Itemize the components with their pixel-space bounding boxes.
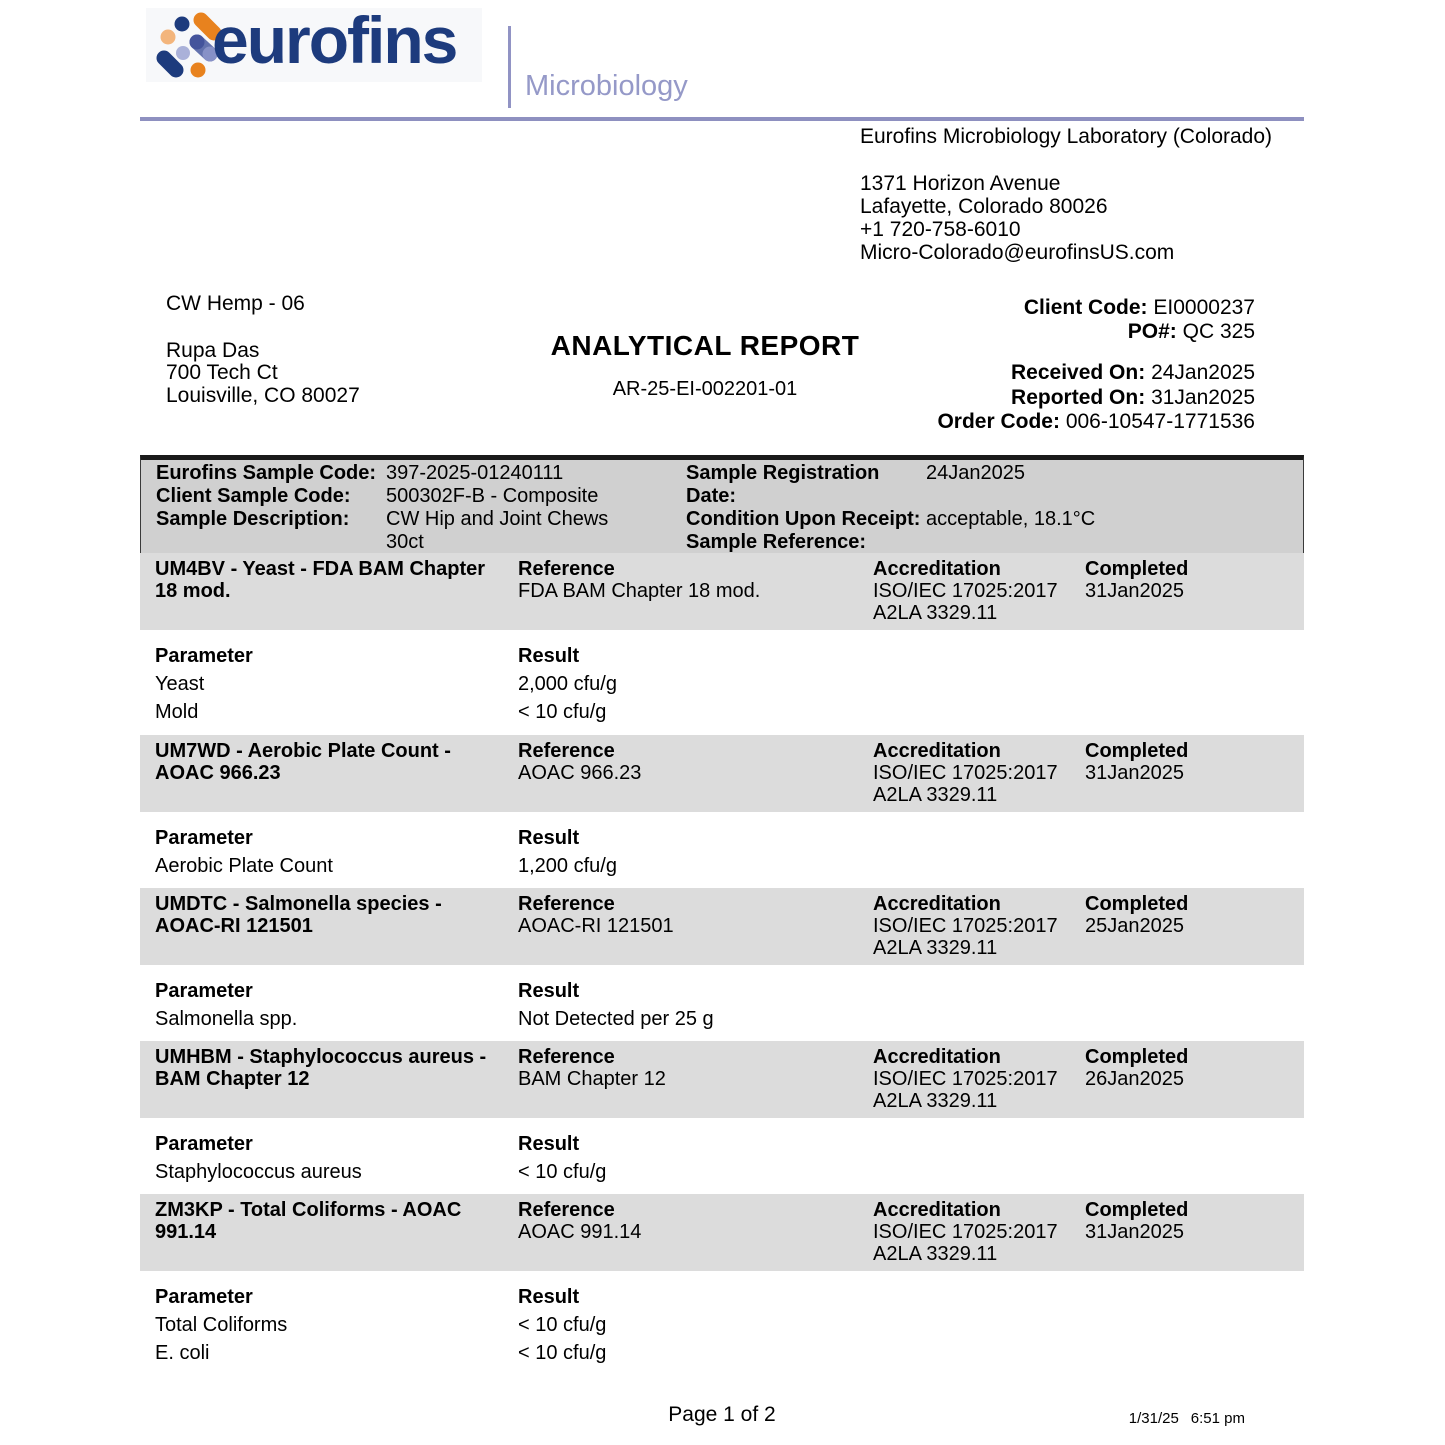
- test-title: UM7WD - Aerobic Plate Count - AOAC 966.23: [155, 740, 451, 784]
- print-time: 6:51 pm: [1190, 1410, 1245, 1427]
- eurofins-wordmark: eurofins: [212, 3, 457, 77]
- sample-info-left: [141, 462, 686, 554]
- reference-header: Reference: [518, 893, 615, 915]
- lab-phone: +1 720-758-6010: [860, 218, 1021, 241]
- section-header: [140, 1194, 1304, 1271]
- accreditation-header: Accreditation: [873, 558, 1001, 580]
- result-value: Not Detected per 25 g: [518, 1008, 714, 1030]
- param-result-header: [140, 1283, 1304, 1311]
- client-contact: Rupa Das: [166, 338, 260, 362]
- completed-header: Completed: [1085, 1046, 1189, 1068]
- po-value: QC 325: [1182, 319, 1255, 343]
- sample-reference-value: [926, 531, 1303, 554]
- result-header: Result: [518, 827, 580, 849]
- section-body: [140, 1283, 1304, 1367]
- header-rule: [140, 117, 1304, 121]
- accreditation-line2: A2LA 3329.11: [873, 937, 998, 959]
- result-value: < 10 cfu/g: [518, 1314, 607, 1336]
- test-section-umhbm: [140, 1041, 1304, 1186]
- reference-header: Reference: [518, 740, 615, 762]
- accreditation-cell: [873, 1199, 1085, 1265]
- reference-cell: [518, 1046, 873, 1112]
- test-sections: [140, 553, 1304, 1383]
- reference-header: Reference: [518, 1046, 615, 1068]
- accreditation-line2: A2LA 3329.11: [873, 1090, 998, 1112]
- test-section-um4bv: [140, 553, 1304, 726]
- reference-cell: [518, 740, 873, 806]
- completed-value: 31Jan2025: [1085, 580, 1184, 602]
- order-code-value: 006-10547-1771536: [1065, 410, 1255, 433]
- parameter-value: Total Coliforms: [155, 1314, 288, 1336]
- received-line: [845, 361, 1255, 386]
- accreditation-cell: [873, 893, 1085, 959]
- reference-cell: [518, 893, 873, 959]
- parameter-header: Parameter: [155, 980, 253, 1002]
- section-body: [140, 977, 1304, 1033]
- section-body: [140, 824, 1304, 880]
- parameter-value: Salmonella spp.: [155, 1008, 298, 1030]
- table-row: [140, 1339, 1304, 1367]
- completed-cell: [1085, 893, 1304, 959]
- test-section-um7wd: [140, 735, 1304, 880]
- completed-header: Completed: [1085, 558, 1189, 580]
- reference-value: AOAC 991.14: [518, 1221, 642, 1243]
- received-value: 24Jan2025: [1151, 361, 1255, 384]
- test-section-umdtc: [140, 888, 1304, 1033]
- param-result-header: [140, 1130, 1304, 1158]
- accreditation-header: Accreditation: [873, 740, 1001, 762]
- result-header: Result: [518, 1133, 580, 1155]
- completed-value: 31Jan2025: [1085, 1221, 1184, 1243]
- order-code-label: Order Code:: [937, 410, 1060, 433]
- lab-email: Micro-Colorado@eurofinsUS.com: [860, 241, 1175, 264]
- page-indicator: Page 1 of 2: [668, 1403, 776, 1426]
- brand-divider: [508, 26, 511, 108]
- accreditation-line1: ISO/IEC 17025:2017: [873, 762, 1058, 784]
- accreditation-line2: A2LA 3329.11: [873, 784, 998, 806]
- table-row: [140, 1311, 1304, 1339]
- sample-description-value: CW Hip and Joint Chews 30ct: [386, 508, 609, 553]
- brand-division-label: Microbiology: [525, 70, 688, 102]
- section-header: [140, 735, 1304, 812]
- client-code-value: EI0000237: [1153, 296, 1255, 319]
- section-body: [140, 642, 1304, 726]
- sample-info-bar: [140, 455, 1304, 560]
- accreditation-line2: A2LA 3329.11: [873, 602, 998, 624]
- client-code-line: [845, 296, 1255, 320]
- test-title: UMDTC - Salmonella species - AOAC-RI 121501: [155, 893, 442, 937]
- report-number: AR-25-EI-002201-01: [612, 378, 798, 400]
- result-value: < 10 cfu/g: [518, 701, 607, 723]
- result-header: Result: [518, 1286, 580, 1308]
- order-code-line: [845, 410, 1255, 435]
- accreditation-header: Accreditation: [873, 893, 1001, 915]
- completed-header: Completed: [1085, 740, 1189, 762]
- completed-cell: [1085, 1046, 1304, 1112]
- client-code-label: Client Code:: [1023, 296, 1148, 319]
- test-title: UM4BV - Yeast - FDA BAM Chapter 18 mod.: [155, 558, 486, 602]
- print-timestamp: [1129, 1410, 1245, 1427]
- result-value: 1,200 cfu/g: [518, 855, 617, 877]
- reference-value: AOAC-RI 121501: [518, 915, 674, 937]
- condition-label: Condition Upon Receipt:: [686, 508, 921, 530]
- dates-group: [845, 361, 1255, 435]
- result-value: < 10 cfu/g: [518, 1342, 607, 1364]
- parameter-value: Staphylococcus aureus: [155, 1161, 362, 1183]
- registration-date-label: Sample Registration Date:: [686, 462, 880, 507]
- table-row: [140, 698, 1304, 726]
- completed-cell: [1085, 1199, 1304, 1265]
- client-company: CW Hemp - 06: [166, 292, 305, 315]
- completed-cell: [1085, 558, 1304, 624]
- result-value: < 10 cfu/g: [518, 1161, 607, 1183]
- eurofins-sample-code-label: Eurofins Sample Code:: [156, 462, 377, 484]
- received-label: Received On:: [1011, 361, 1146, 384]
- condition-value: acceptable, 18.1°C: [926, 508, 1096, 530]
- table-row: [140, 670, 1304, 698]
- completed-header: Completed: [1085, 1199, 1189, 1221]
- param-result-header: [140, 642, 1304, 670]
- table-row: [140, 1005, 1304, 1033]
- section-header: [140, 553, 1304, 630]
- parameter-header: Parameter: [155, 827, 253, 849]
- accreditation-line2: A2LA 3329.11: [873, 1243, 998, 1265]
- client-sample-code-value: 500302F-B - Composite: [386, 485, 599, 507]
- reference-cell: [518, 558, 873, 624]
- reference-cell: [518, 1199, 873, 1265]
- result-value: 2,000 cfu/g: [518, 673, 617, 695]
- reference-value: FDA BAM Chapter 18 mod.: [518, 580, 761, 602]
- section-body: [140, 1130, 1304, 1186]
- test-title: ZM3KP - Total Coliforms - AOAC 991.14: [155, 1199, 462, 1243]
- report-codes-block: [845, 296, 1255, 435]
- section-header: [140, 888, 1304, 965]
- completed-value: 31Jan2025: [1085, 762, 1184, 784]
- test-section-zm3kp: [140, 1194, 1304, 1367]
- result-header: Result: [518, 980, 580, 1002]
- parameter-header: Parameter: [155, 1133, 253, 1155]
- po-line: [845, 320, 1255, 344]
- sample-reference-label: Sample Reference:: [686, 531, 867, 553]
- accreditation-cell: [873, 558, 1085, 624]
- parameter-value: Yeast: [155, 673, 205, 695]
- result-header: Result: [518, 645, 580, 667]
- accreditation-line1: ISO/IEC 17025:2017: [873, 580, 1058, 602]
- lab-name: Eurofins Microbiology Laboratory (Colorado): [860, 125, 1273, 148]
- sample-info-right: [686, 462, 1303, 554]
- reported-value: 31Jan2025: [1151, 385, 1255, 409]
- completed-value: 26Jan2025: [1085, 1068, 1184, 1090]
- lab-address-line2: Lafayette, Colorado 80026: [860, 195, 1108, 218]
- table-row: [140, 1158, 1304, 1186]
- reported-label: Reported On:: [1011, 385, 1146, 409]
- registration-date-value: 24Jan2025: [926, 462, 1025, 484]
- accreditation-header: Accreditation: [873, 1046, 1001, 1068]
- reference-header: Reference: [518, 1199, 615, 1221]
- completed-cell: [1085, 740, 1304, 806]
- table-row: [140, 852, 1304, 880]
- accreditation-cell: [873, 740, 1085, 806]
- client-address-line1: 700 Tech Ct: [166, 361, 278, 384]
- parameter-value: E. coli: [155, 1342, 210, 1364]
- sample-description-label: Sample Description:: [156, 508, 350, 530]
- client-address-line2: Louisville, CO 80027: [166, 383, 360, 407]
- print-date: 1/31/25: [1128, 1410, 1179, 1427]
- accreditation-header: Accreditation: [873, 1199, 1001, 1221]
- accreditation-line1: ISO/IEC 17025:2017: [873, 1068, 1058, 1090]
- reference-header: Reference: [518, 558, 615, 580]
- parameter-value: Mold: [155, 701, 199, 723]
- completed-value: 25Jan2025: [1085, 915, 1184, 937]
- reference-value: AOAC 966.23: [518, 762, 642, 784]
- eurofins-sample-code-value: 397-2025-01240111: [386, 462, 564, 484]
- po-label: PO#:: [1127, 319, 1177, 343]
- reference-value: BAM Chapter 12: [518, 1068, 666, 1090]
- client-block: [166, 293, 360, 407]
- section-header: [140, 1041, 1304, 1118]
- lab-info-block: [860, 125, 1272, 264]
- param-result-header: [140, 824, 1304, 852]
- accreditation-cell: [873, 1046, 1085, 1112]
- parameter-header: Parameter: [155, 1286, 253, 1308]
- completed-header: Completed: [1085, 893, 1189, 915]
- reported-line: [845, 386, 1255, 411]
- report-title: ANALYTICAL REPORT: [550, 330, 860, 361]
- parameter-header: Parameter: [155, 645, 253, 667]
- client-sample-code-label: Client Sample Code:: [156, 485, 351, 507]
- parameter-value: Aerobic Plate Count: [155, 855, 333, 877]
- accreditation-line1: ISO/IEC 17025:2017: [873, 915, 1058, 937]
- accreditation-line1: ISO/IEC 17025:2017: [873, 1221, 1058, 1243]
- param-result-header: [140, 977, 1304, 1005]
- test-title: UMHBM - Staphylococcus aureus - BAM Chapter 12: [155, 1046, 487, 1090]
- lab-address-line1: 1371 Horizon Avenue: [860, 172, 1061, 195]
